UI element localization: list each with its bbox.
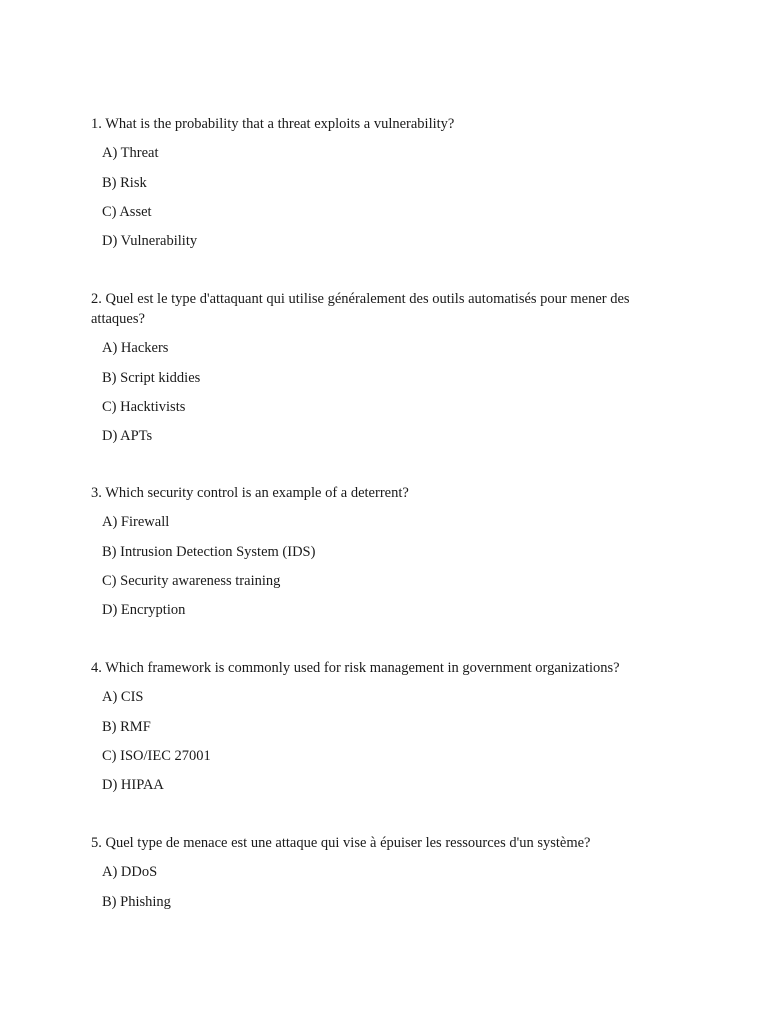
answer-option: A) DDoS [102,864,158,881]
question-text: 4. Which framework is commonly used for risk management in government organizations? [91,660,620,676]
question-2 [91,289,681,446]
answer-option: D) Vulnerability [102,233,198,250]
answer-option: A) CIS [102,689,144,706]
question-5 [91,833,681,912]
answer-option: C) ISO/IEC 27001 [102,747,211,764]
answer-option: B) Intrusion Detection System (IDS) [102,543,316,560]
answer-option: D) HIPAA [102,777,164,794]
answer-option: A) Hackers [102,340,169,357]
answer-option: A) Threat [102,145,159,162]
question-4 [91,658,681,795]
answer-option: D) Encryption [102,602,186,619]
question-text: 2. Quel est le type d'attaquant qui utilise généralement des outils automatisés pour mener des attaques? [91,291,630,327]
question-1 [91,114,681,251]
answer-option: C) Asset [102,203,152,220]
question-text: 3. Which security control is an example of a deterrent? [91,485,409,501]
answer-option: B) Phishing [102,893,171,910]
answer-option: C) Hacktivists [102,398,186,415]
question-text: 1. What is the probability that a threat exploits a vulnerability? [91,116,455,132]
question-text: 5. Quel type de menace est une attaque qui vise à épuiser les ressources d'un système? [91,835,591,851]
question-3 [91,483,681,620]
answer-option: B) Script kiddies [102,369,201,386]
answer-option: A) Firewall [102,514,170,531]
answer-option: C) Security awareness training [102,572,281,589]
answer-option: B) Risk [102,174,147,191]
answer-option: D) APTs [102,428,153,445]
answer-option: B) RMF [102,718,151,735]
